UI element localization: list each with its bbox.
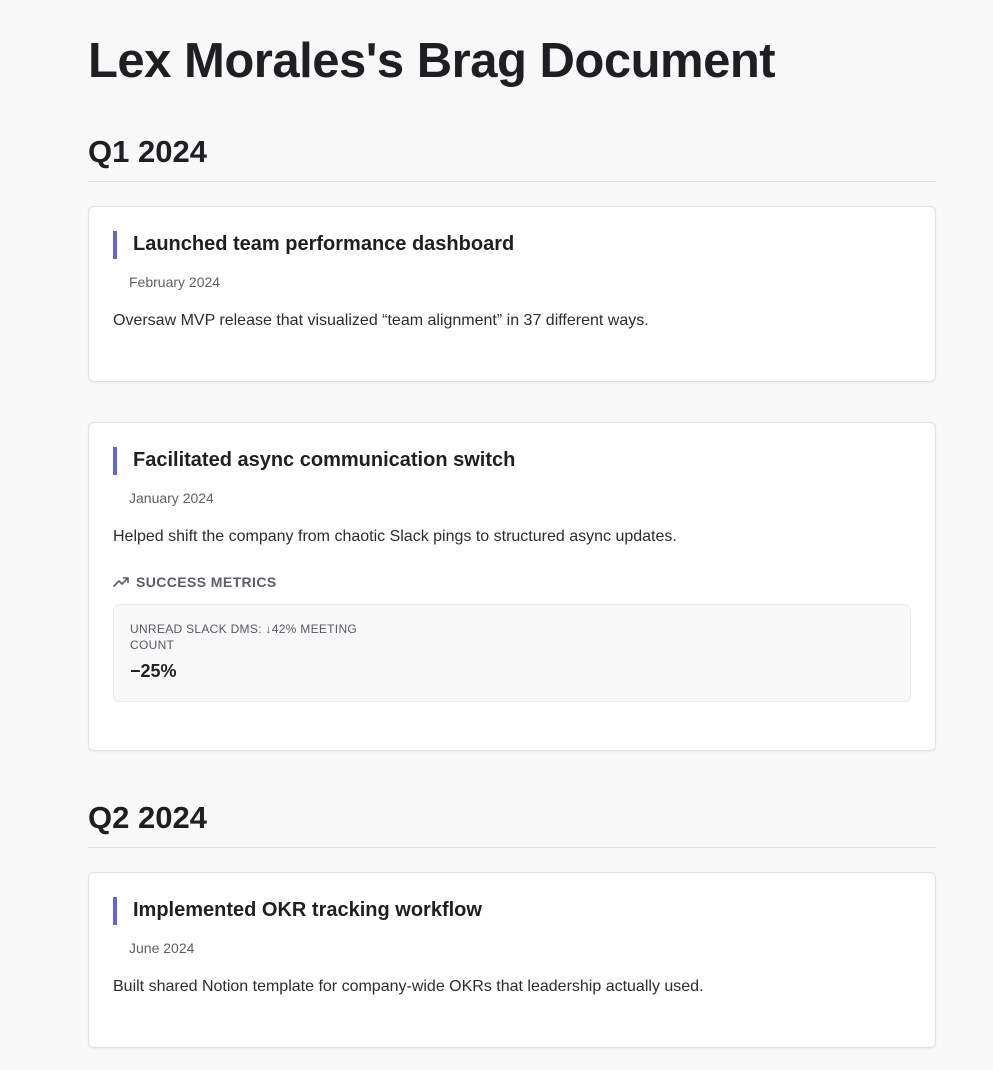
- entry-title: Implemented OKR tracking workflow: [113, 897, 482, 925]
- metric-name: UNREAD SLACK DMS: ↓42% MEETING COUNT: [130, 622, 358, 652]
- metric-value: −25%: [130, 661, 177, 681]
- entry-date: February 2024: [129, 274, 221, 290]
- success-metrics-heading: [113, 573, 277, 591]
- entry-title: Launched team performance dashboard: [113, 231, 514, 259]
- page-title: Lex Morales's Brag Document: [88, 34, 776, 88]
- section-q2-2024: [88, 798, 936, 848]
- success-metrics-label: SUCCESS METRICS: [136, 574, 277, 590]
- entry-description: Oversaw MVP release that visualized “team alignment” in 37 different ways.: [113, 312, 649, 329]
- entry-description: Helped shift the company from chaotic Slack pings to structured async updates.: [113, 528, 677, 545]
- section-q1-2024: [88, 132, 936, 182]
- entry-date: June 2024: [129, 940, 195, 956]
- section-heading: Q1 2024: [88, 132, 936, 182]
- entry-card: [88, 422, 936, 751]
- metric-card: [113, 604, 911, 702]
- section-heading: Q2 2024: [88, 798, 936, 848]
- entry-description: Built shared Notion template for company-wide OKRs that leadership actually used.: [113, 978, 704, 995]
- entry-card: [88, 206, 936, 382]
- entry-card: [88, 872, 936, 1048]
- trending-up-icon: [113, 576, 130, 588]
- entry-date: January 2024: [129, 490, 214, 506]
- entry-title: Facilitated async communication switch: [113, 447, 515, 475]
